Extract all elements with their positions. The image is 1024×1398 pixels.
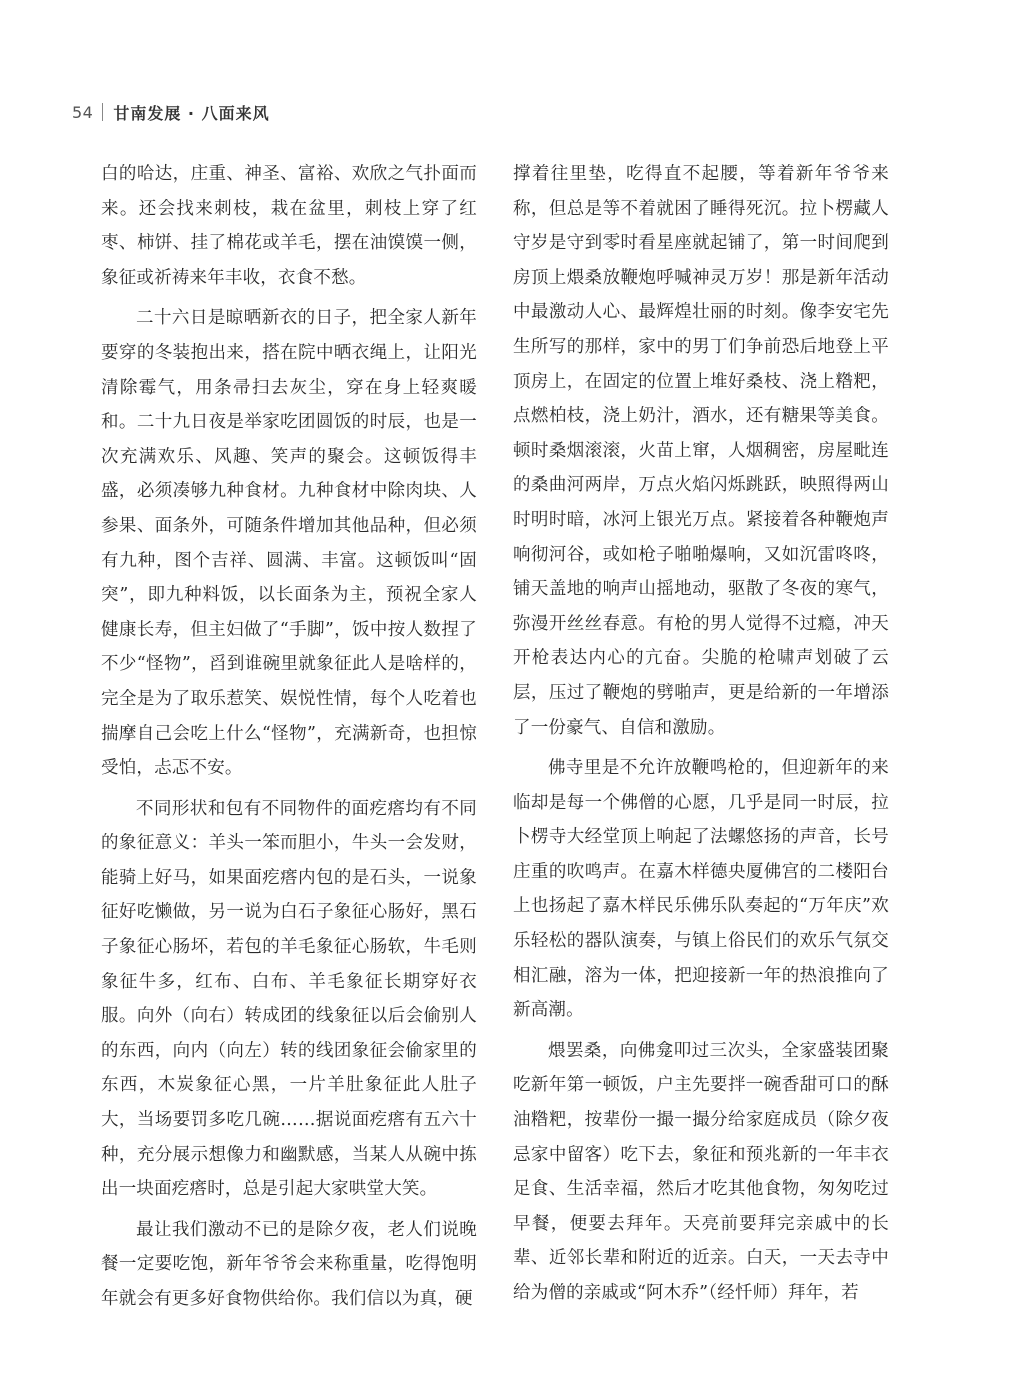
page-number: 54	[72, 102, 94, 122]
paragraph: 煨罢桑，向佛龛叩过三次头，全家盛装团聚吃新年第一顿饭，户主先要拌一碗香甜可口的酥油糌粑，按辈份一撮一撮分给家庭成员（除夕夜忌家中留客）吃下去，象征和预兆新的一年丰衣足食、生活幸福，然后才吃其他食物，匆匆吃过早餐，便要去拜年。天亮前要拜完亲戚中的长辈、近邻长辈和附近的近亲。白天，一天去寺中给为僧的亲戚或“阿木乔”（经忏师）拜年，若	[513, 1040, 889, 1303]
left-column	[101, 157, 477, 1317]
paragraph: 佛寺里是不允许放鞭鸣枪的，但迎新年的来临却是每一个佛僧的心愿，几乎是同一时辰，拉卜楞寺大经堂顶上响起了法螺悠扬的声音，长号庄重的吹鸣声。在嘉木样德央厦佛宫的二楼阳台上也扬起了嘉木样民乐佛乐队奏起的“万年庆”欢乐轻松的器队演奏，与镇上俗民们的欢乐气氛交相汇融，溶为一体，把迎接新一年的热浪推向了新高潮。	[513, 758, 889, 1021]
journal-title: 甘南发展 · 八面来风	[113, 103, 270, 123]
paragraph: 撑着往里垫，吃得直不起腰，等着新年爷爷来称，但总是等不着就困了睡得死沉。拉卜楞藏人守岁是守到零时看星座就起铺了，第一时间爬到房顶上煨桑放鞭炮呼喊神灵万岁！那是新年活动中最激动人心、最辉煌壮丽的时刻。像李安宅先生所写的那样，家中的男丁们争前恐后地登上平顶房上，在固定的位置上堆好桑枝、浇上糌粑，点燃柏枝，浇上奶汁，酒水，还有糖果等美食。顿时桑烟滚滚，火苗上窜，人烟稠密，房屋毗连的桑曲河两岸，万点火焰闪烁跳跃，映照得两山时明时暗，冰河上银光万点。紧接着各种鞭炮声响彻河谷，或如枪子啪啪爆响，又如沉雷咚咚，铺天盖地的响声山摇地动，驱散了冬夜的寒气，弥漫开丝丝春意。有枪的男人觉得不过瘾，冲天开枪表达内心的亢奋。尖脆的枪啸声划破了云层，压过了鞭炮的劈啪声，更是给新的一年增添了一份豪气、自信和激励。	[513, 164, 889, 738]
header-divider	[102, 103, 103, 121]
running-header	[72, 100, 270, 124]
right-column	[513, 157, 889, 1311]
paragraph: 最让我们激动不已的是除夕夜，老人们说晚餐一定要吃饱，新年爷爷会来称重量，吃得饱明年就会有更多好食物供给你。我们信以为真，硬	[101, 1219, 477, 1309]
paragraph: 不同形状和包有不同物件的面疙瘩均有不同的象征意义：羊头一笨而胆小，牛头一会发财，能骑上好马，如果面疙瘩内包的是石头，一说象征好吃懒做，另一说为白石子象征心肠好，黑石子象征心肠坏，若包的羊毛象征心肠软，牛毛则象征牛多，红布、白布、羊毛象征长期穿好衣服。向外（向右）转成团的线象征以后会偷别人的东西，向内（向左）转的线团象征会偷家里的东西，木炭象征心黑，一片羊肚象征此人肚子大，当场要罚多吃几碗……据说面疙瘩有五六十种，充分展示想像力和幽默感，当某人从碗中拣出一块面疙瘩时，总是引起大家哄堂大笑。	[101, 798, 477, 1200]
paragraph: 白的哈达，庄重、神圣、富裕、欢欣之气扑面而来。还会找来刺枝，栽在盆里，刺枝上穿了红枣、柿饼、挂了棉花或羊毛，摆在油馍馍一侧，象征或祈祷来年丰收，衣食不愁。	[101, 164, 477, 288]
paragraph: 二十六日是晾晒新衣的日子，把全家人新年要穿的冬装抱出来，搭在院中晒衣绳上，让阳光清除霉气，用条帚扫去灰尘，穿在身上轻爽暖和。二十九日夜是举家吃团圆饭的时辰，也是一次充满欢乐、风趣、笑声的聚会。这顿饭得丰盛，必须凑够九种食材。九种食材中除肉块、人参果、面条外，可随条件增加其他品种，但必须有九种，图个吉祥、圆满、丰富。这顿饭叫“固突”，即九种料饭，以长面条为主，预祝全家人健康长寿，但主妇做了“手脚”，饭中按人数捏了不少“怪物”，舀到谁碗里就象征此人是啥样的，完全是为了取乐惹笑、娱悦性情，每个人吃着也揣摩自己会吃上什么“怪物”，充满新奇，也担惊受怕，忐忑不安。	[101, 308, 477, 779]
